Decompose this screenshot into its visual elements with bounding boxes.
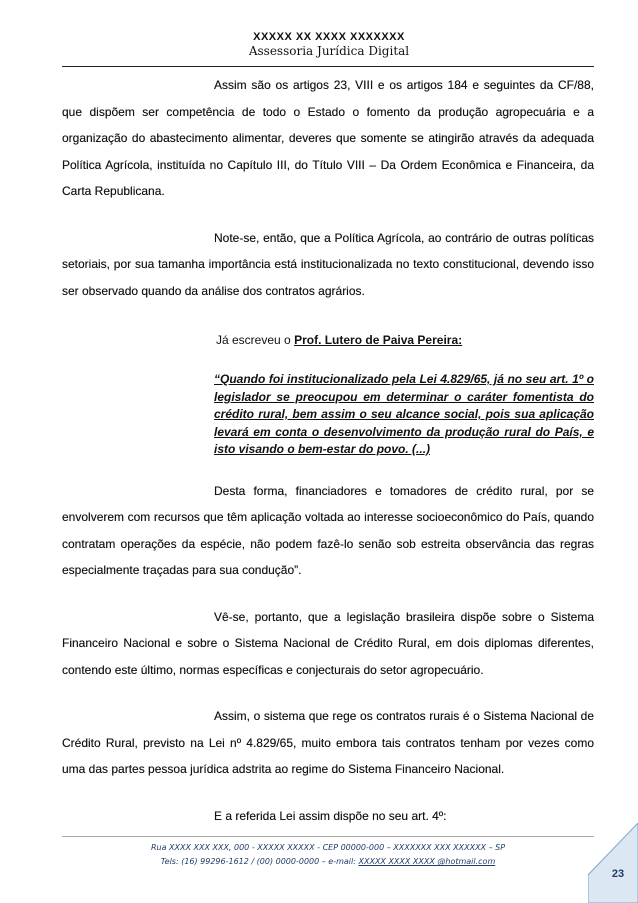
header-code: XXXXX XX XXXX XXXXXXX	[253, 31, 405, 43]
footer-address: Rua XXXX XXX XXX, 000 - XXXXX XXXXX - CEP 00000-000 – XXXXXXX XXX XXXXXX – SP	[150, 843, 506, 852]
footer-divider	[62, 836, 594, 837]
footer-contact	[62, 855, 594, 869]
paragraph-5: Assim, o sistema que rege os contratos rurais é o Sistema Nacional de Crédito Rural, previsto na Lei nº 4.829/65, muito embora tais contratos tenham por vezes como uma das partes pessoa jurídica adstrita ao regime do Sistema Financeiro Nacional.	[62, 709, 594, 776]
paragraph-1: Assim são os artigos 23, VIII e os artigos 184 e seguintes da CF/88, que dispõem ser competência de todo o Estado o fomento da produção agropecuária e a organização do abastecimento alimentar, deveres que somente se atingirão através da adequada Política Agrícola, instituída no Capítulo III, do Título VIII – Da Ordem Econômica e Financeira, da Carta Republicana.	[62, 78, 594, 198]
paragraph-6: E a referida Lei assim dispõe no seu art. 4º:	[214, 808, 447, 823]
quote-intro	[62, 327, 594, 353]
paragraph-3: Desta forma, financiadores e tomadores de crédito rural, por se envolverem com recursos que têm aplicação voltada ao interesse socioeconômico do País, quando contratam operações da espécie, não podem fazê-lo senão sob estreita observância das regras especialmente traçadas para sua condução”.	[62, 483, 594, 577]
header-divider	[62, 66, 594, 67]
page-corner-fold-icon	[588, 823, 638, 903]
quote-intro-prefix: Já escreveu o	[216, 333, 291, 347]
footer-email-link[interactable]: XXXXX XXXX XXXX @hotmail.com	[358, 857, 496, 866]
block-quote: “Quando foi institucionalizado pela Lei 4.829/65, já no seu art. 1º o legislador se preocupou em determinar o caráter fomentista do crédito rural, bem assim o seu alcance social, pois sua aplicação levará em conta o desenvolvimento da produção rural do País, e isto visando o bem-estar do povo. (...)	[214, 372, 594, 456]
paragraph-2: Note-se, então, que a Política Agrícola, ao contrário de outras políticas setoriais, por sua tamanha importância está institucionalizada no texto constitucional, devendo isso ser observado quando da análise dos contratos agrários.	[62, 230, 594, 298]
paragraph-4: Vê-se, portanto, que a legislação brasileira dispõe sobre o Sistema Financeiro Nacional e sobre o Sistema Nacional de Crédito Rural, em dois diplomas diferentes, contendo este último, normas específicas e conjecturais do setor agropecuário.	[62, 609, 594, 677]
document-body	[62, 72, 594, 849]
page-footer	[62, 841, 594, 869]
footer-phones: Tels: (16) 99296-1612 / (00) 0000-0000 – e-mail:	[160, 857, 356, 866]
page-header	[0, 32, 638, 57]
header-subtitle: Assessoria Jurídica Digital	[248, 44, 410, 58]
quote-author: Prof. Lutero de Paiva Pereira:	[294, 333, 463, 347]
page-number: 23	[611, 868, 625, 880]
